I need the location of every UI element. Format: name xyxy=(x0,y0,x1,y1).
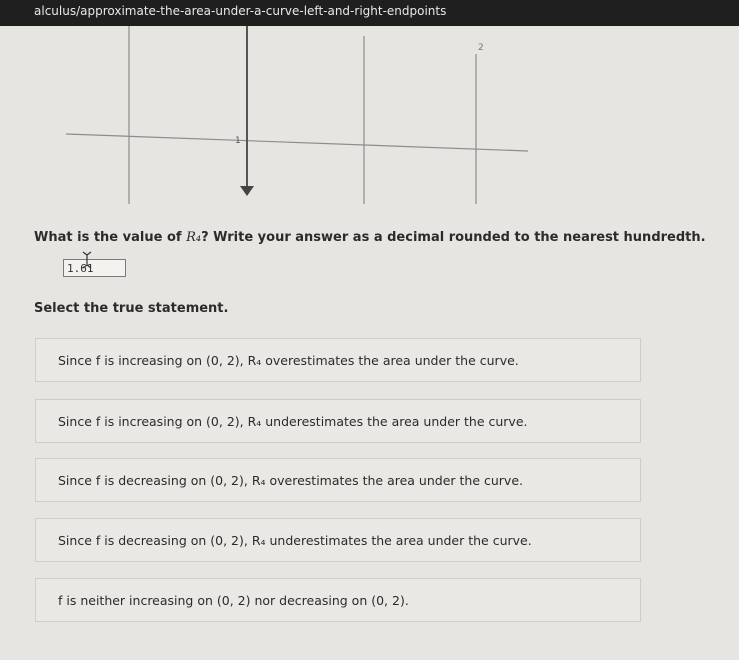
option-decreasing-overestimates[interactable]: Since f is decreasing on (0, 2), R₄ overestimates the area under the curve. xyxy=(35,458,641,502)
question-text: What is the value of R₄? Write your answer as a decimal rounded to the nearest hundredth. xyxy=(34,230,706,245)
url-text: alculus/approximate-the-area-under-a-curve-left-and-right-endpoints xyxy=(34,4,447,18)
answer-input[interactable] xyxy=(63,259,126,277)
select-prompt: Select the true statement. xyxy=(34,301,229,316)
url-bar[interactable] xyxy=(0,0,739,26)
text-cursor-icon xyxy=(80,251,94,269)
y-axis-arrow-icon xyxy=(240,186,254,196)
graph-label-1: 1 xyxy=(235,136,241,146)
graph-label-2: 2 xyxy=(478,43,484,53)
graph xyxy=(0,26,739,204)
option-decreasing-underestimates[interactable]: Since f is decreasing on (0, 2), R₄ underestimates the area under the curve. xyxy=(35,518,641,562)
option-increasing-underestimates[interactable]: Since f is increasing on (0, 2), R₄ underestimates the area under the curve. xyxy=(35,399,641,443)
option-increasing-overestimates[interactable]: Since f is increasing on (0, 2), R₄ overestimates the area under the curve. xyxy=(35,338,641,382)
variable-r4: R₄ xyxy=(186,230,202,245)
grid-horizontal-line xyxy=(66,134,528,151)
option-neither[interactable]: f is neither increasing on (0, 2) nor decreasing on (0, 2). xyxy=(35,578,641,622)
